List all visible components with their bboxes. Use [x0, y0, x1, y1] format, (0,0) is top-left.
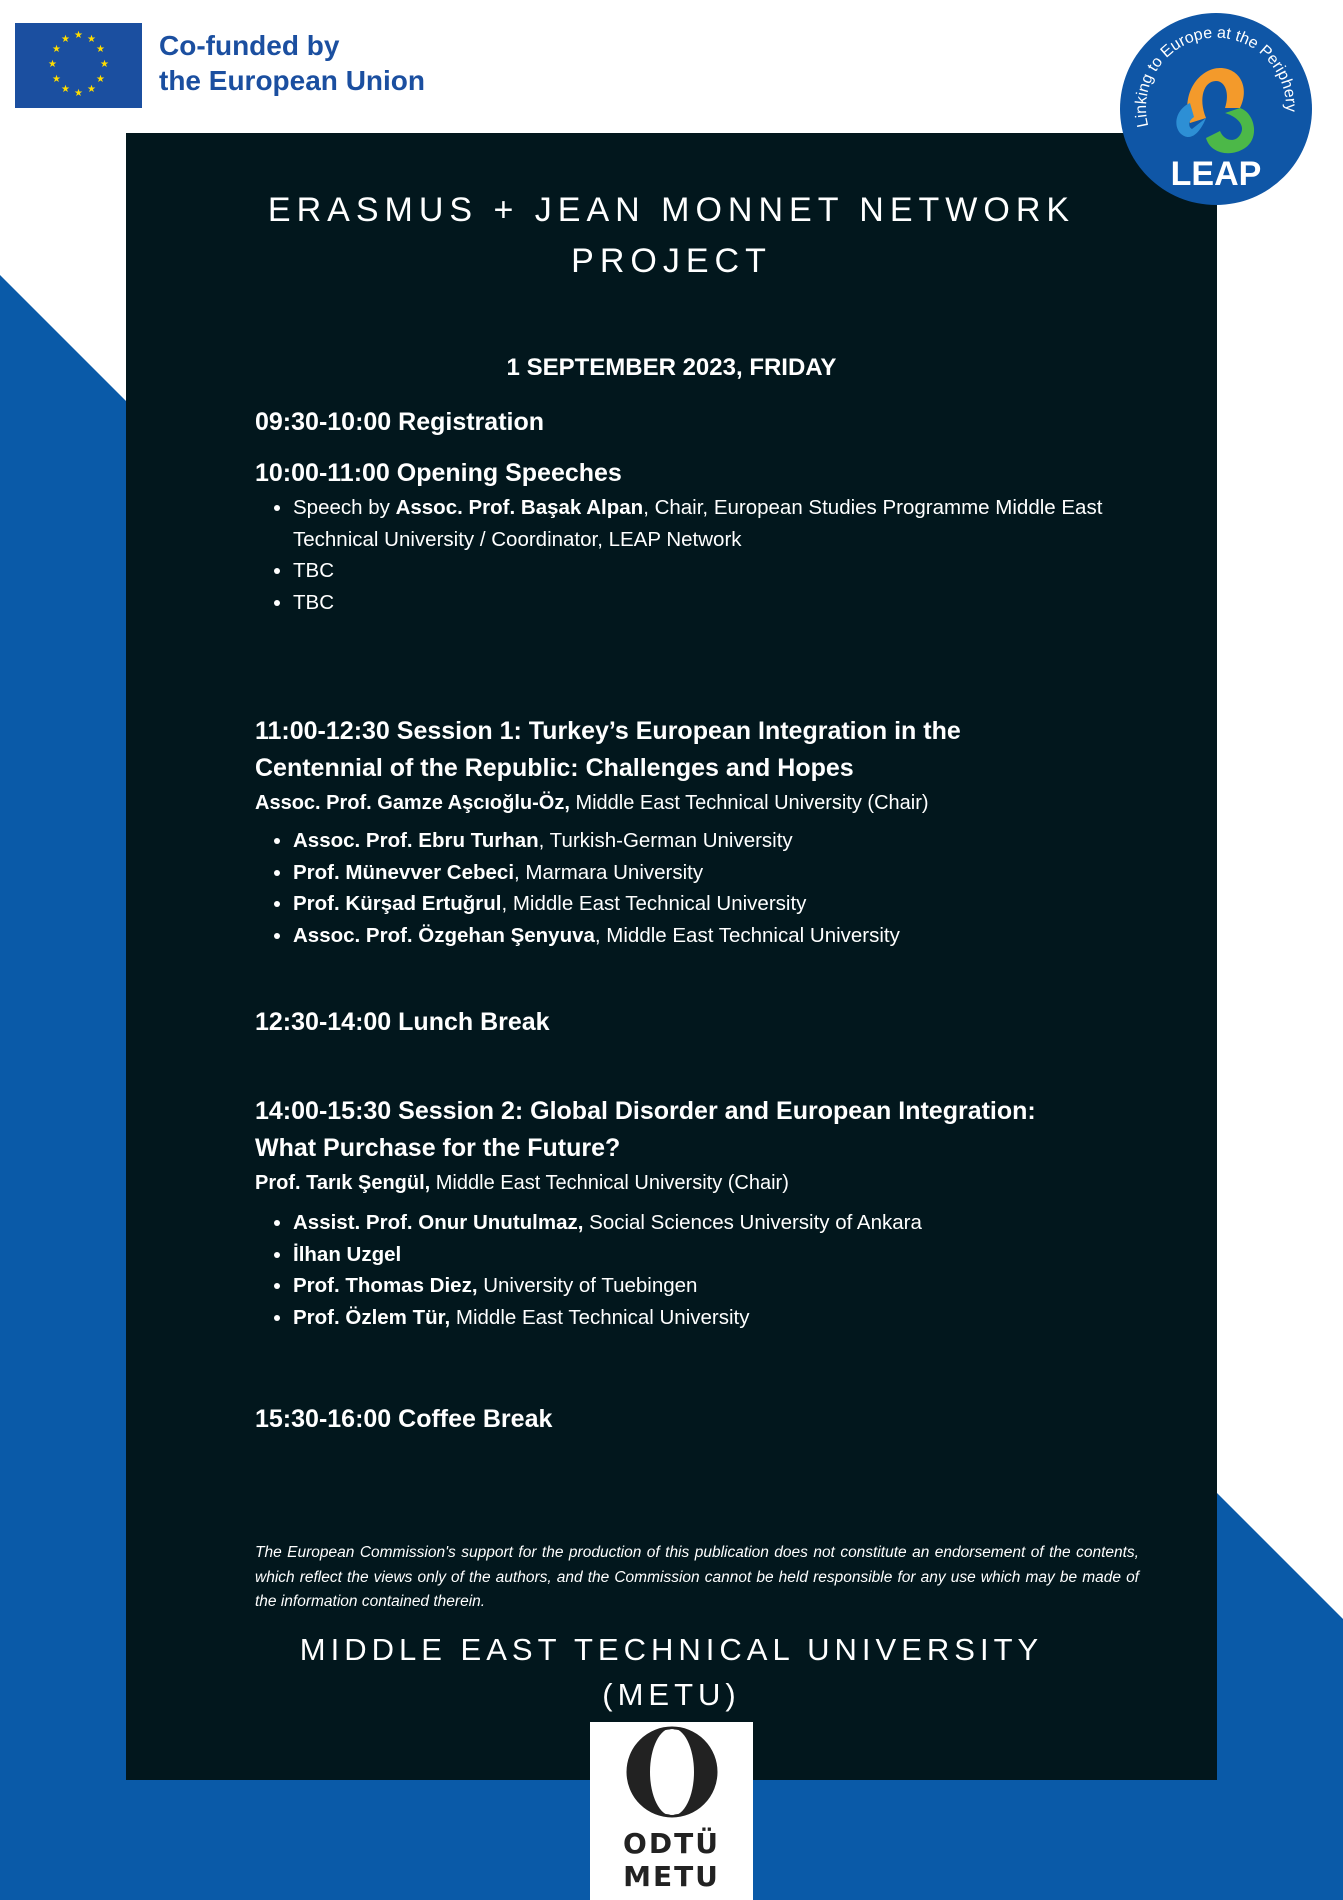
registration-heading: 09:30-10:00 Registration [255, 408, 545, 436]
list-item: • TBC [293, 587, 1115, 619]
list-item [293, 920, 1115, 952]
list-item [293, 1270, 1115, 1302]
list-item [293, 825, 1115, 857]
metu-logo-line1: ODTÜ [623, 1827, 720, 1860]
session2-chair [255, 1167, 1115, 1199]
session1-block [255, 713, 1115, 951]
eu-disclaimer: The European Commission's support for the production of this publication does not constitute an endorsement of the contents, which reflect the views only of the authors, and the Commission cannot be held responsible for any use which may be made of the information contained therein. [255, 1544, 1139, 1610]
leap-logo [1120, 13, 1312, 205]
session1-chair-name: Assoc. Prof. Gamze Aşcıoğlu-Öz, [255, 792, 570, 814]
coffee-block [255, 1401, 1115, 1438]
speech-speaker-role: , Chair, European Studies Programme Middle East Technical University / Coordinator, LEAP Network [293, 496, 1103, 551]
opening-heading: 10:00-11:00 Opening Speeches [255, 459, 622, 487]
speaker-name: Prof. Özlem Tür, [293, 1305, 451, 1329]
title-line1: ERASMUS + JEAN MONNET NETWORK [267, 191, 1076, 229]
list-item [293, 1239, 1115, 1271]
lunch-heading: 12:30-14:00 Lunch Break [255, 1008, 550, 1036]
session1-chair [255, 787, 1115, 819]
opening-speech-list [255, 492, 1115, 618]
session1-heading-line1: 11:00-12:30 Session 1: Turkey’s European Integration in the [255, 717, 961, 745]
list-item [293, 492, 1115, 555]
opening-block [255, 455, 1115, 618]
session2-speaker-list [255, 1207, 1115, 1333]
list-item [293, 1207, 1115, 1239]
speaker-name: Prof. Thomas Diez, [293, 1274, 478, 1297]
registration-block [255, 404, 1115, 441]
leap-emblem-icon [1120, 13, 1312, 205]
session2-heading-line2: What Purchase for the Future? [255, 1134, 621, 1162]
list-item [293, 857, 1115, 889]
speaker-affiliation: Middle East Technical University [450, 1305, 750, 1329]
leap-wordmark: LEAP [1170, 155, 1262, 193]
university-line1: MIDDLE EAST TECHNICAL UNIVERSITY [299, 1632, 1044, 1667]
session1-speaker-list [255, 825, 1115, 951]
session2-chair-affiliation: Middle East Technical University (Chair) [430, 1172, 789, 1194]
speaker-name: Assoc. Prof. Ebru Turhan [293, 829, 539, 852]
session2-chair-name: Prof. Tarık Şengül, [255, 1172, 431, 1194]
page-title [126, 185, 1217, 287]
title-line2: PROJECT [571, 242, 772, 280]
lunch-block [255, 1004, 1115, 1041]
metu-logo-line2: METU [623, 1860, 720, 1893]
speaker-name: Assoc. Prof. Özgehan Şenyuva [293, 923, 595, 947]
eu-flag-icon: ★ ★ ★ ★ ★ ★ ★ ★ ★ ★ ★ ★ [15, 23, 142, 108]
speaker-affiliation: , Middle East Technical University [594, 923, 900, 947]
list-item [293, 1302, 1115, 1334]
speech-prefix: Speech by [293, 496, 396, 519]
leap-ring-text: Linking to Europe at the Periphery [1132, 24, 1300, 129]
event-date: 1 SEPTEMBER 2023, FRIDAY [506, 354, 837, 381]
speaker-name: Assist. Prof. Onur Unutulmaz, [293, 1211, 584, 1234]
speaker-name: İlhan Uzgel [293, 1242, 402, 1266]
session2-block [255, 1093, 1115, 1333]
metu-logo [590, 1722, 753, 1900]
speaker-affiliation: , Middle East Technical University [501, 892, 807, 915]
session1-heading-line2: Centennial of the Republic: Challenges and Hopes [255, 754, 854, 782]
speaker-affiliation: Social Sciences University of Ankara [583, 1211, 922, 1234]
speaker-affiliation: University of Tuebingen [477, 1274, 698, 1297]
list-item: • TBC [293, 555, 1115, 587]
speech-speaker-name: Assoc. Prof. Başak Alpan [395, 496, 644, 519]
list-item [293, 888, 1115, 920]
speaker-name: Prof. Münevver Cebeci [293, 860, 515, 884]
university-line2: (METU) [602, 1677, 741, 1712]
eu-cofunded-line1: Co-funded by [159, 30, 340, 61]
coffee-heading: 15:30-16:00 Coffee Break [255, 1405, 553, 1433]
speaker-name: Prof. Kürşad Ertuğrul [293, 892, 502, 915]
speaker-affiliation: , Marmara University [514, 860, 704, 884]
eu-cofunded-label [159, 28, 425, 98]
session2-heading-line1: 14:00-15:30 Session 2: Global Disorder and European Integration: [255, 1097, 1036, 1125]
university-name [126, 1627, 1217, 1717]
metu-emblem-icon [590, 1722, 753, 1822]
eu-cofunded-line2: the European Union [159, 65, 425, 96]
session1-chair-affiliation: Middle East Technical University (Chair) [569, 792, 929, 814]
speaker-affiliation: , Turkish-German University [538, 829, 793, 852]
